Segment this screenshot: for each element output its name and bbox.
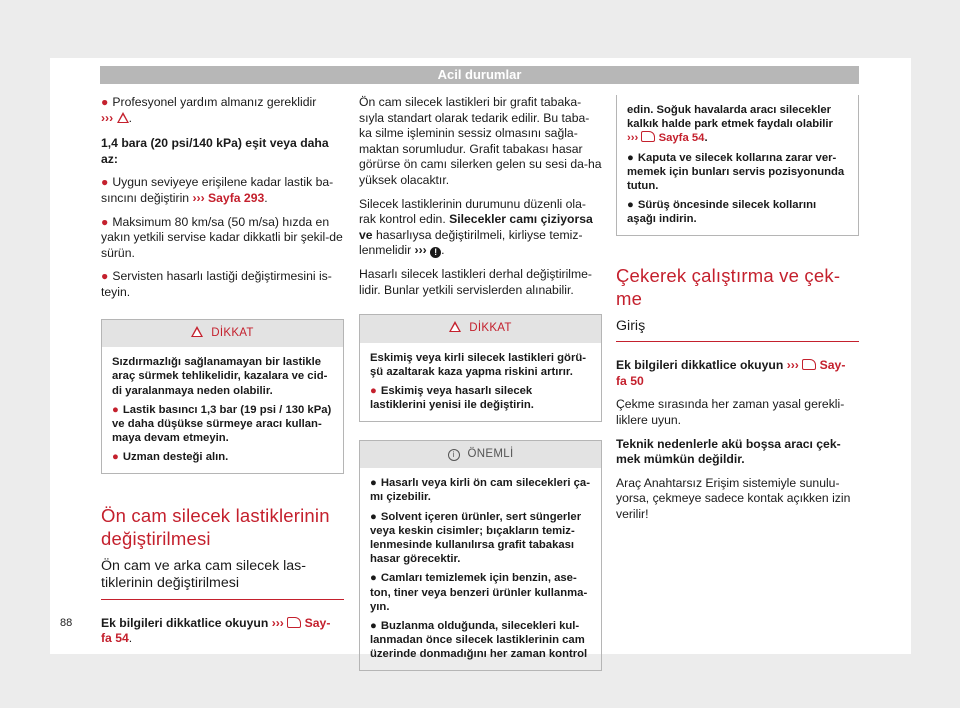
bullet-icon: ●: [627, 199, 634, 212]
more-info: Ek bilgileri dikkatlice okuyun ››› Say- fa 54.: [101, 615, 331, 646]
paragraph: Araç Anahtarsız Erişim sistemiyle sunulu-yorsa, çekmeye sadece kontak açıkken izin verilir!: [616, 475, 851, 521]
note-box-continued: [616, 95, 859, 236]
list-item: ● Uygun seviyeye erişilene kadar lastik ba-sıncını değiştirin ››› Sayfa 293.: [101, 175, 334, 205]
warning-icon[interactable]: [117, 112, 129, 123]
reference-arrows[interactable]: ›››: [101, 110, 114, 125]
section-title: Çekerek çalıştırma ve çek-me: [616, 264, 841, 309]
bullet-icon: ●: [101, 214, 109, 229]
column-2: [359, 95, 602, 671]
list-item: ● Servisten hasarlı lastiği değiştirmesini is-teyin.: [101, 269, 332, 299]
page-link[interactable]: ››› Sayfa 54: [627, 132, 705, 145]
book-icon: [641, 131, 655, 142]
page-number: 88: [60, 617, 73, 629]
paragraph: Ön cam silecek lastikleri bir grafit tabaka-sıyla standart olarak tedarik edilir. Bu taba-ka silme işleminin sessiz olmasını sağla-maktan sorumludur. Grafit tabakası hasar görürse ön camı silerken gelen su sesi da-ha yüksek olacaktır.: [359, 95, 602, 187]
bullet-icon: ●: [112, 403, 119, 416]
warning-box: [101, 319, 344, 474]
bullet-icon: ●: [370, 510, 377, 523]
note-box-header: i ÖNEMLİ: [360, 441, 601, 469]
note-box: [359, 440, 602, 671]
column-3: [616, 95, 859, 530]
note-box-body: edin. Soğuk havalarda aracı silecekler kalkık halde park etmek faydalı olabilir ››› Sayfa 54. ● Kaputa ve silecek kollarına zarar ver-memek için bunları servis pozisyonunda tutun. ● Sürüş öncesinde silecek kollarını aşağı indirin.: [627, 104, 845, 226]
bullet-icon: ●: [112, 451, 119, 464]
warning-box-body: Sızdırmazlığı sağlanamayan bir lastikle araç sürmek tehlikelidir, kazalara ve cid-di yaralanmaya neden olabilir. ● Lastik basıncı 1,3 bar (19 psi / 130 kPa) ve daha düşükse sürmeye aracı kullan-maya devam etmeyin. ● Uzman desteği alın.: [112, 356, 332, 464]
subsection-title: Ön cam ve arka cam silecek las-tiklerinin değiştirilmesi: [101, 558, 344, 600]
section-title: Ön cam silecek lastiklerinin değiştirilmesi: [101, 504, 330, 549]
bullet-icon: ●: [101, 175, 109, 190]
warning-box-header: DİKKAT: [360, 315, 601, 343]
page-link[interactable]: ››› Say- fa 50: [616, 358, 846, 388]
bullet-icon: ●: [370, 619, 377, 632]
bullet-icon: ●: [627, 151, 634, 164]
info-icon[interactable]: !: [430, 247, 441, 258]
paragraph: Teknik nedenlerle akü boşsa aracı çek-mek mümkün değildir.: [616, 436, 841, 467]
bullet-icon: ●: [370, 572, 377, 585]
info-circle-icon: i: [448, 449, 460, 461]
more-info: Ek bilgileri dikkatlice okuyun ››› Say- fa 50: [616, 358, 846, 388]
note-box-body: ● Hasarlı veya kirli ön cam silecekleri ça-mı çizebilir. ● Solvent içeren ürünler, sert süngerler veya keskin cisimler; bıçakların temiz-lenmesinde kullanılırsa grafit tabakası hasar görecektir. ● Camları temizlemek için benzin, ase-ton, tiner veya benzeri ürünler kullanma-yın. ● Buzlanma olduğunda, silecekleri kul-lanmadan önce silecek lastiklerinin cam üzerinde donmadığını her zaman kontrol: [370, 477, 590, 661]
subsection-title: Giriş: [616, 318, 859, 343]
warning-icon: [449, 321, 461, 332]
bullet-icon: ●: [370, 385, 377, 398]
warning-box-header: DİKKAT: [102, 320, 343, 348]
warning-icon: [191, 326, 203, 337]
bullet-icon: ●: [101, 95, 109, 109]
page-link[interactable]: ››› Say- fa 54: [101, 615, 331, 646]
warning-box-body: Eskimiş veya kirli silecek lastikleri görü-şü azaltarak kaza yapma riskini artırır. ● Eskimiş veya hasarlı silecek lastiklerini yenisi ile değiştirin.: [370, 351, 587, 412]
chapter-header: Acil durumlar: [100, 66, 859, 84]
bullet-icon: ●: [370, 477, 377, 490]
bullet-icon: ●: [101, 269, 109, 284]
list-item: ● Profesyonel yardım almanız gereklidir ››› .: [101, 95, 317, 125]
paragraph: Silecek lastiklerinin durumunu düzenli ola-rak kontrol edin. Silecekler camı çiziyorsa ve hasarlıysa değiştirilmeli, kirliyse temiz-lenmelidir ››› ! .: [359, 196, 593, 258]
paragraph: Hasarlı silecek lastikleri derhal değiştirilme-lidir. Bunlar yetkili servislerden alınabilir.: [359, 266, 592, 297]
paragraph: Çekme sırasında her zaman yasal gerekli-liklere uyun.: [616, 397, 845, 427]
list-item: ● Maksimum 80 km/sa (50 m/sa) hızda en yakın yetkili servise kadar dikkatli bir şekil-de sürün.: [101, 214, 343, 260]
page-link[interactable]: ››› Sayfa 293: [192, 190, 265, 205]
reference-arrows[interactable]: ›››: [414, 243, 427, 258]
warning-box: [359, 314, 602, 421]
book-icon: [287, 617, 301, 628]
book-icon: [802, 359, 816, 370]
column-1: [101, 95, 344, 655]
pressure-heading: 1,4 bara (20 psi/140 kPa) eşit veya daha az:: [101, 136, 329, 166]
